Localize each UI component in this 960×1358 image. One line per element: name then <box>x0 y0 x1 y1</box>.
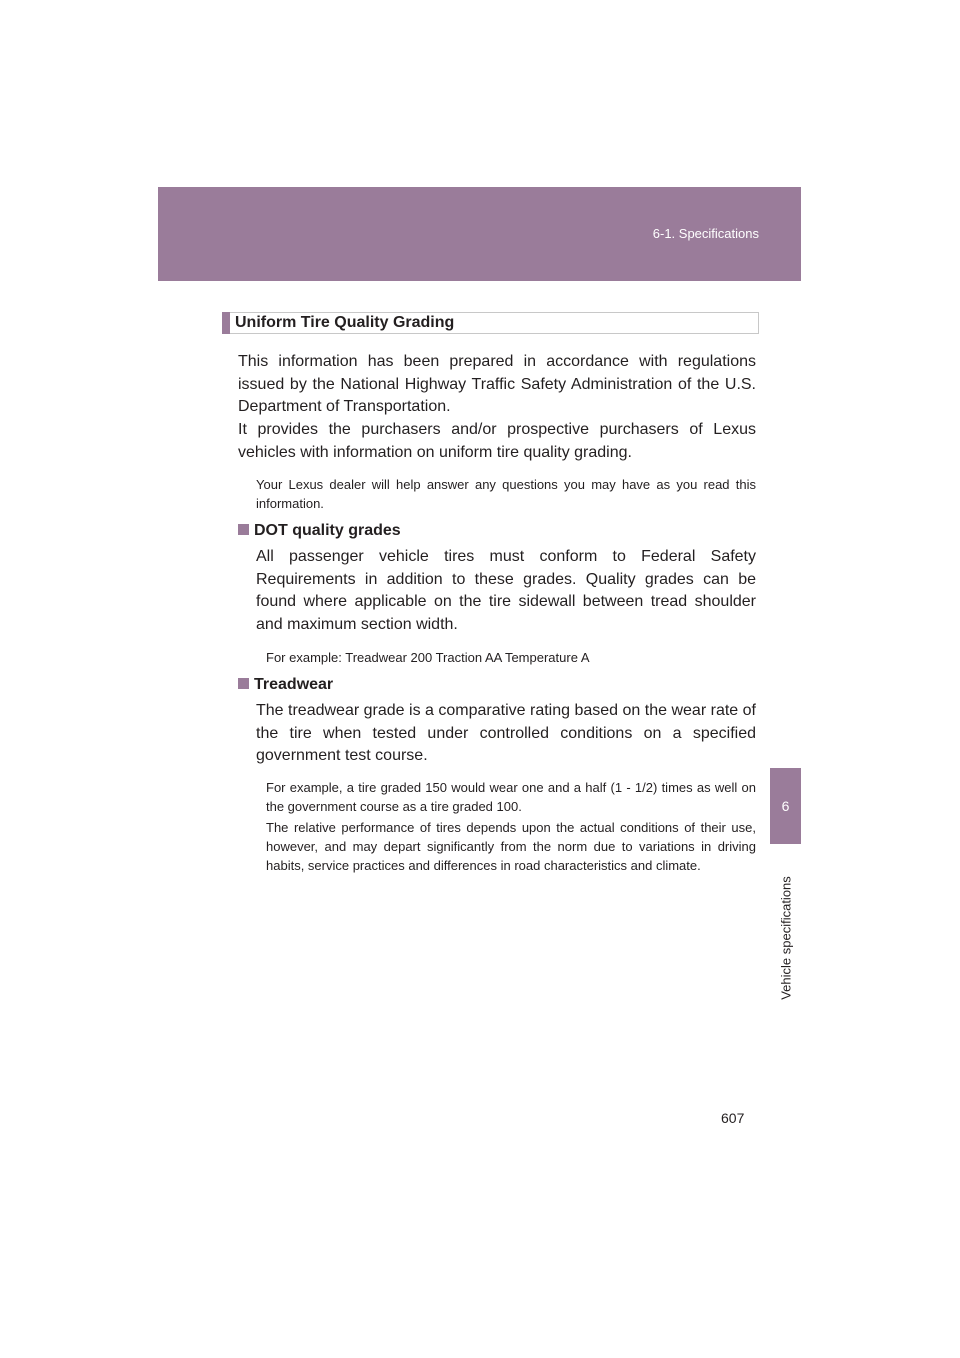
intro-note: Your Lexus dealer will help answer any questions you may have as you read this information. <box>256 477 756 511</box>
section-header: 6-1. Specifications <box>652 226 759 241</box>
dot-heading <box>238 522 401 540</box>
page-number: 607 <box>721 1110 745 1126</box>
chapter-number: 6 <box>781 798 790 814</box>
intro-paragraph-1: This information has been prepared in accordance with regulations issued by the National Highway Traffic Safety Administration of the U.S. Department of Transportation. <box>238 353 756 415</box>
treadwear-heading-label: Treadwear <box>254 676 334 693</box>
section-heading-marker <box>222 312 230 334</box>
section-heading <box>222 312 759 334</box>
dot-example: For example: Treadwear 200 Traction AA Temperature A <box>266 650 590 665</box>
treadwear-note-1: For example, a tire graded 150 would wear one and a half (1 - 1/2) times as well on the government course as a tire graded 100. <box>266 780 756 814</box>
chapter-label-container <box>772 858 800 1018</box>
treadwear-body: The treadwear grade is a comparative rating based on the wear rate of the tire when tested under controlled conditions on a specified government test course. <box>256 702 756 764</box>
dot-heading-label: DOT quality grades <box>254 522 401 539</box>
intro-paragraph-2: It provides the purchasers and/or prospective purchasers of Lexus vehicles with information on uniform tire quality grading. <box>238 421 756 461</box>
dot-body: All passenger vehicle tires must conform to Federal Safety Requirements in addition to these grades. Quality grades can be found where applicable on the tire sidewall between tread shoulder and maximum section width. <box>256 548 756 633</box>
square-bullet-icon <box>238 524 249 535</box>
header-band <box>158 187 801 281</box>
treadwear-note-2: The relative performance of tires depends upon the actual conditions of their use, however, and may depart significantly from the norm due to variations in driving habits, service practices and differences in road characteristics and climate. <box>266 820 756 873</box>
chapter-label: Vehicle specifications <box>778 876 794 1000</box>
section-title: Uniform Tire Quality Grading <box>235 314 455 331</box>
square-bullet-icon <box>238 678 249 689</box>
treadwear-heading <box>238 676 333 694</box>
chapter-tab <box>770 768 801 844</box>
